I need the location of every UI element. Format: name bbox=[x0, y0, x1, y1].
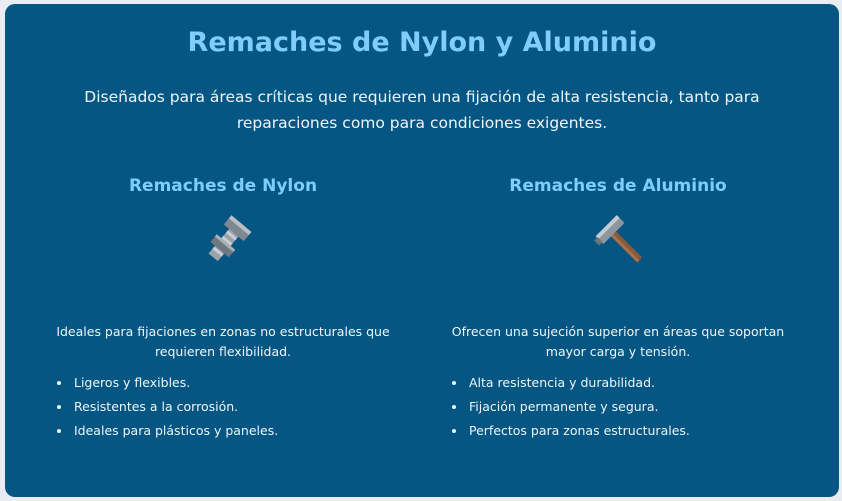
aluminum-description: Ofrecen una sujeción superior en áreas que soportan mayor carga y tensión. bbox=[451, 324, 785, 359]
list-item: • Alta resistencia y durabilidad. bbox=[467, 371, 690, 395]
nylon-title: Remaches de Nylon bbox=[128, 176, 318, 196]
aluminum-column bbox=[433, 174, 803, 438]
aluminum-features bbox=[433, 371, 690, 443]
list-item: • Resistentes a la corrosión. bbox=[72, 395, 278, 419]
nylon-column bbox=[38, 174, 408, 438]
info-card bbox=[5, 4, 839, 497]
nylon-description: Ideales para fijaciones en zonas no estructurales que requieren flexibilidad. bbox=[56, 324, 390, 359]
page-title: Remaches de Nylon y Aluminio bbox=[187, 27, 657, 58]
page-subtitle: Diseñados para áreas críticas que requieren una fijación de alta resistencia, tanto para reparaciones como para condiciones exigentes. bbox=[84, 88, 760, 132]
nut-and-bolt-icon bbox=[198, 214, 254, 270]
hammer-icon bbox=[593, 214, 649, 270]
list-item: • Ligeros y flexibles. bbox=[72, 371, 278, 395]
list-item: • Ideales para plásticos y paneles. bbox=[72, 419, 278, 443]
list-item: • Perfectos para zonas estructurales. bbox=[467, 419, 690, 443]
nylon-features bbox=[38, 371, 278, 443]
aluminum-title: Remaches de Aluminio bbox=[509, 176, 727, 196]
list-item: • Fijación permanente y segura. bbox=[467, 395, 690, 419]
